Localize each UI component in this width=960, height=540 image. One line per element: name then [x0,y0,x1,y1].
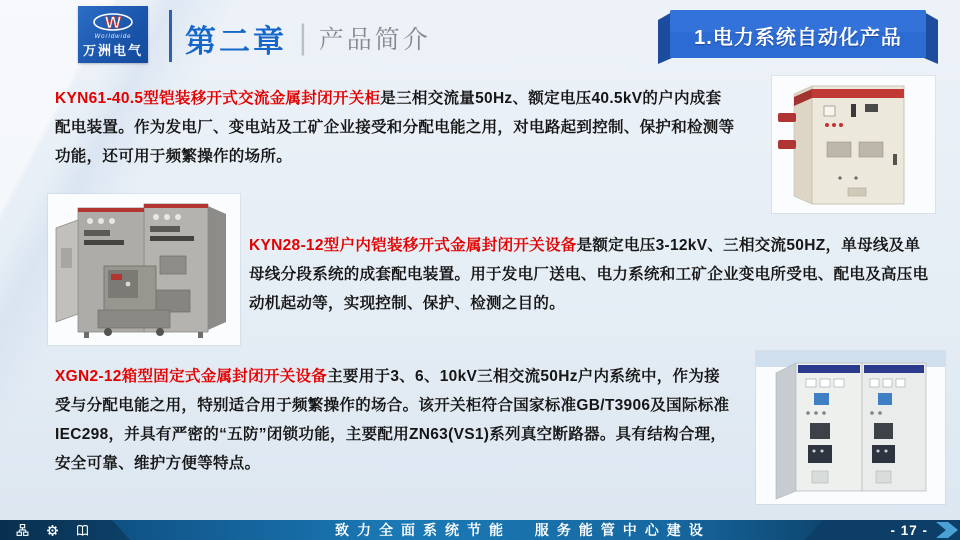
product-name-kyn61: KYN61-40.5型铠装移开式交流金属封闭开关柜 [55,90,381,107]
logo-brand-en: Worldwide [94,34,132,40]
title-separator: | [299,18,307,57]
product-paragraph-xgn2 [55,362,735,478]
product-paragraph-kyn28 [249,231,929,318]
chapter-title: 第二章 [185,23,287,59]
logo-letter: W [104,13,122,32]
product-name-kyn28: KYN28-12型户内铠装移开式金属封闭开关设备 [249,237,577,254]
book-icon [76,524,89,537]
header-divider [169,10,172,62]
footer-icon-group [0,520,130,540]
product-photo-kyn28-switchgear [48,194,240,345]
product-photo-xgn2-switchgear [756,351,945,504]
product-description-kyn61: 是三相交流量50Hz、额定电压40.5kV的户内成套配电装置。作为发电厂、变电站及工矿企业接受和分配电能之用，对电路起到控制、保护和检测等功能，还可用于频繁操作的场所。 [55,90,735,165]
product-description-xgn2: 主要用于3、6、10kV三相交流50Hz户内系统中，作为接受与分配电能之用，特别适合用于频繁操作的场合。该开关柜符合国家标准GB/T3906及国际标准IEC298，并具有严密的“五防”闭锁功能，主要配用ZN63(VS1)系列真空断路器。具有结构合理，安全可靠、维护方便等特点。 [55,368,730,472]
worldwide-logo-icon [92,10,134,34]
product-description-kyn28: 是额定电压3-12kV、三相交流50HZ，单母线及单母线分段系统的成套配电装置。用于发电厂送电、电力系统和工矿企业变电所受电、配电及高压电动机起动等，实现控制、保护、检测之目的。 [249,237,929,312]
product-name-xgn2: XGN2-12箱型固定式金属封闭开关设备 [55,368,328,385]
product-photo-kyn61-switchgear [772,76,935,213]
badge-label: 1.电力系统自动化产品 [694,26,902,49]
footer-right-segment [805,520,960,540]
footer-bar [0,520,960,540]
footer-slogan: 致力全面系统节能 服务能管中心建设 [335,522,711,538]
logo-brand-cn: 万洲电气 [82,43,143,58]
sitemap-icon [16,524,29,537]
page-title [185,14,431,62]
page-subtitle: 产品简介 [318,26,431,54]
page-number: - 17 - [890,522,928,538]
company-logo [78,6,148,63]
gear-icon [46,524,59,537]
product-paragraph-kyn61 [55,84,735,171]
section-badge [658,8,938,66]
